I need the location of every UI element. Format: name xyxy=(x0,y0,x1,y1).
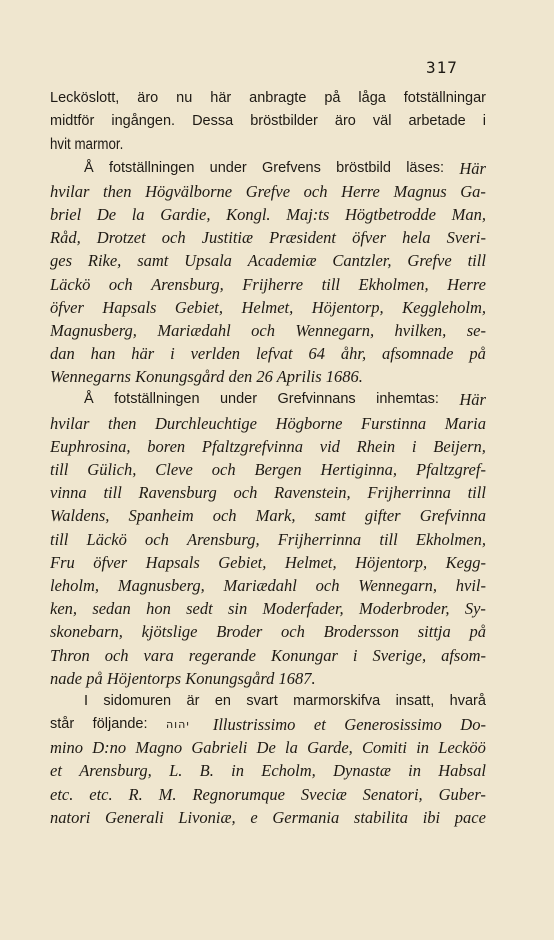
text-word: Garde, xyxy=(307,738,353,758)
text-word: öfver xyxy=(93,552,128,572)
text-word: Lecköö xyxy=(438,738,486,758)
text-word: etc. xyxy=(50,784,74,804)
text-word: hvilar xyxy=(50,413,90,433)
text-word: D:no xyxy=(92,738,127,758)
body-text xyxy=(50,87,486,829)
text-word: then xyxy=(103,181,132,201)
text-word: Gardie, xyxy=(160,204,211,224)
text-word: Hertiginna, xyxy=(320,460,398,479)
text-word: I xyxy=(84,692,89,709)
text-word: öfver xyxy=(352,228,386,248)
text-word: De xyxy=(256,738,276,758)
text-word: och xyxy=(212,506,237,526)
text-word: i xyxy=(482,113,486,130)
text-word: Grefvinna xyxy=(419,506,486,526)
text-word: hvil- xyxy=(455,575,486,595)
text-line xyxy=(50,342,486,365)
text-word: Generosissimo xyxy=(344,715,442,735)
text-word: står xyxy=(50,716,75,733)
text-word: bröstbilder xyxy=(250,113,318,130)
text-line xyxy=(50,690,486,713)
text-word: afsomnade xyxy=(382,344,454,364)
text-word: leholm, xyxy=(50,575,100,595)
text-word: gifter xyxy=(364,506,401,526)
text-line xyxy=(50,110,486,133)
text-word: lefvat xyxy=(255,344,293,364)
text-word: Arensburg, xyxy=(151,274,224,294)
text-word: Helmet, xyxy=(241,297,294,317)
text-word: och xyxy=(145,529,169,549)
text-word: Habsal xyxy=(438,761,486,781)
text-word: se- xyxy=(466,320,486,340)
text-word: fotställningen xyxy=(108,159,195,176)
text-word: Gabrieli xyxy=(191,738,248,758)
text-word: och xyxy=(211,460,236,479)
text-word: mino xyxy=(50,738,83,758)
text-word: är xyxy=(186,692,200,709)
text-word: Kegg- xyxy=(445,552,486,572)
text-word: Helmet, xyxy=(284,552,337,572)
text-word: Senatori, xyxy=(362,784,423,804)
text-word: på xyxy=(469,344,486,364)
text-line xyxy=(50,296,486,319)
text-word: hela xyxy=(402,228,431,248)
text-word: Höjentorp, xyxy=(311,297,384,317)
text-line xyxy=(50,412,486,435)
text-word: här xyxy=(131,344,155,364)
text-word: Ekholmen, xyxy=(415,529,486,549)
text-word: Comiti xyxy=(362,738,407,758)
text-line xyxy=(50,180,486,203)
text-word: läses: xyxy=(406,159,445,176)
text-word: och xyxy=(108,274,133,294)
text-line xyxy=(50,249,486,272)
text-line xyxy=(50,319,486,342)
text-line xyxy=(50,203,486,226)
text-word: Magnusberg, xyxy=(50,320,137,340)
text-word: följande: xyxy=(92,716,148,733)
text-word: B. xyxy=(199,761,214,781)
text-word: vinna xyxy=(50,483,87,503)
text-word: och xyxy=(104,645,129,665)
text-line xyxy=(50,806,486,829)
text-word: Frijherrinna xyxy=(277,529,362,549)
text-word: Höjentorp, xyxy=(355,552,428,572)
text-line xyxy=(50,620,486,643)
text-word: sedan xyxy=(92,599,131,619)
text-word: stabilita xyxy=(353,807,409,827)
text-word: Moderfader, xyxy=(262,599,344,619)
text-word: Hapsals xyxy=(102,297,157,317)
text-word: vara xyxy=(143,645,174,665)
text-word: in xyxy=(408,761,421,781)
text-word: inhemtas: xyxy=(376,391,439,408)
text-word: sin xyxy=(228,599,248,619)
text-word: sidomuren xyxy=(103,692,172,709)
text-word: och xyxy=(281,622,305,642)
text-word: then xyxy=(107,413,137,433)
text-word: Maria xyxy=(444,413,486,433)
text-word: Livoniæ, xyxy=(178,807,236,827)
text-line xyxy=(50,133,486,156)
text-word: anbragte xyxy=(249,90,307,106)
text-word: Bergen xyxy=(254,460,302,479)
text-word: M. xyxy=(158,784,177,804)
text-word: och xyxy=(251,320,275,340)
text-word: Furstinna xyxy=(361,413,427,433)
text-word: L. xyxy=(169,761,183,781)
text-word: Gebiet, xyxy=(218,552,267,572)
text-word: briel xyxy=(50,204,82,224)
text-word: la xyxy=(285,738,298,758)
text-word: Mariædahl xyxy=(223,575,297,595)
text-word: i xyxy=(352,645,358,665)
text-line xyxy=(50,551,486,574)
text-word: Academiæ xyxy=(247,251,317,271)
text-word: Högtbetrodde xyxy=(344,204,436,224)
text-word: fotställningen xyxy=(114,391,200,408)
text-word: till xyxy=(321,274,340,294)
text-word: Högborne xyxy=(275,413,343,433)
text-word: och xyxy=(233,483,258,503)
text-line xyxy=(50,226,486,249)
text-line xyxy=(50,759,486,782)
text-word: till xyxy=(50,460,69,479)
text-word: in xyxy=(416,738,430,758)
text-word: ges xyxy=(50,251,72,271)
text-segment: Wennegarns Konungsgård den 26 Aprilis 1686. xyxy=(50,367,363,387)
text-word: pace xyxy=(454,807,486,827)
text-word: Wennegarn, xyxy=(295,320,375,340)
text-word: Sveciæ xyxy=(300,784,347,804)
text-word: Illustrissimo xyxy=(212,715,296,735)
text-word: Å xyxy=(84,159,94,176)
text-line xyxy=(50,87,486,110)
text-line xyxy=(50,435,486,458)
text-word: Ekholmen, xyxy=(358,274,429,294)
text-line xyxy=(50,574,486,597)
text-word: Magnus xyxy=(393,181,447,201)
text-word: Pfaltzgrefvinna xyxy=(201,436,304,456)
text-line xyxy=(50,481,486,504)
text-word: Mariædahl xyxy=(157,320,231,340)
text-word: Regnorumque xyxy=(192,784,286,804)
text-word: Brodersson xyxy=(323,622,400,642)
text-word: Keggleholm, xyxy=(402,297,486,317)
text-word: till xyxy=(50,529,69,549)
text-word: Lecköslott, xyxy=(50,90,120,106)
text-word: De xyxy=(96,204,117,224)
text-line xyxy=(50,458,486,481)
text-line xyxy=(50,365,486,388)
text-segment: nade på Höjentorps Konungsgård 1687. xyxy=(50,668,316,688)
text-word: en xyxy=(214,692,231,709)
text-word: Moderbroder, xyxy=(358,599,450,619)
text-word: Arensburg, xyxy=(79,761,152,781)
text-word: här xyxy=(210,90,232,106)
text-word: Högvälborne xyxy=(145,181,233,201)
text-word: natori xyxy=(50,807,91,827)
text-word: Waldens, xyxy=(50,506,110,526)
text-word: Do- xyxy=(460,715,486,735)
text-word: Grefvens xyxy=(262,159,321,176)
text-word: Läckö xyxy=(50,274,91,294)
text-line xyxy=(50,713,486,736)
text-word: R. xyxy=(128,784,143,804)
text-word: Præsident xyxy=(269,228,337,248)
text-word: Rike, xyxy=(87,251,122,271)
text-word: till xyxy=(467,251,486,271)
text-line xyxy=(50,667,486,690)
text-word: Guber- xyxy=(438,784,486,804)
text-word: Konungar xyxy=(270,645,338,665)
text-word: hvilar xyxy=(50,181,90,201)
text-word: verlden xyxy=(190,344,241,364)
text-word: Magnusberg, xyxy=(117,575,205,595)
text-word: arbetade xyxy=(408,113,466,130)
text-word: Sveri- xyxy=(446,228,486,248)
text-word: Gülich, xyxy=(87,460,137,479)
text-word: Rhein xyxy=(356,436,396,456)
text-word: regerande xyxy=(188,645,256,665)
text-word: etc. xyxy=(89,784,113,804)
text-word: Ga- xyxy=(460,181,486,201)
text-word: Grefve xyxy=(245,181,291,201)
text-word: Grefvinnans xyxy=(277,391,356,408)
text-word: Beijern, xyxy=(433,436,486,456)
text-word: Upsala xyxy=(184,251,232,271)
text-word: under xyxy=(209,159,247,176)
text-word: till xyxy=(379,529,398,549)
text-word: Sy- xyxy=(464,599,486,619)
text-word: in xyxy=(231,761,244,781)
text-word: Broder xyxy=(216,622,263,642)
text-word: Euphrosina, xyxy=(50,436,131,456)
text-segment: hvit marmor. xyxy=(50,136,124,154)
text-word: Dessa xyxy=(192,113,234,130)
text-word: åhr, xyxy=(340,344,367,364)
text-word: Å xyxy=(84,391,94,408)
text-word: hvarå xyxy=(449,692,486,709)
text-word: bröstbild xyxy=(336,159,391,176)
text-word: et xyxy=(313,715,326,735)
text-word: Hapsals xyxy=(145,552,200,572)
text-word: 64 xyxy=(308,344,325,364)
text-word: och xyxy=(315,575,340,595)
text-line xyxy=(50,736,486,759)
text-word: Herre xyxy=(341,181,380,201)
text-word: et xyxy=(50,761,62,781)
text-word: ingången. xyxy=(111,113,176,130)
text-word: Germania xyxy=(272,807,340,827)
text-word: Generali xyxy=(105,807,164,827)
text-word: Spanheim xyxy=(128,506,194,526)
text-word: nu xyxy=(176,90,193,106)
text-line xyxy=(50,157,486,180)
page-number: 317 xyxy=(426,58,458,77)
text-word: Ravenstein, xyxy=(274,483,351,503)
text-word: väl xyxy=(372,113,392,130)
text-word: midtför xyxy=(50,113,95,130)
text-word: ibi xyxy=(422,807,441,827)
text-word: samt xyxy=(137,251,169,271)
text-word: Maj:ts xyxy=(286,204,330,224)
text-line xyxy=(50,644,486,667)
text-word: äro xyxy=(137,90,159,106)
text-line xyxy=(50,273,486,296)
text-word: Dynastæ xyxy=(333,761,391,781)
text-word: svart xyxy=(246,692,278,709)
text-word: i xyxy=(411,436,417,456)
text-word: la xyxy=(131,204,145,224)
text-word: på xyxy=(324,90,341,106)
text-line xyxy=(50,504,486,527)
text-word: marmorskifva xyxy=(293,692,381,709)
text-word: Frijherrinna xyxy=(367,483,451,503)
text-word: Kongl. xyxy=(226,204,271,224)
text-word: kjötslige xyxy=(141,622,198,642)
text-word: Mark, xyxy=(255,506,296,526)
text-line xyxy=(50,783,486,806)
text-word: ken, xyxy=(50,599,78,619)
text-word: samt xyxy=(314,506,346,526)
text-word: Wennegarn, xyxy=(358,575,437,595)
text-word: vid xyxy=(319,436,340,456)
text-word: sedt xyxy=(186,599,213,619)
text-word: till xyxy=(103,483,122,503)
text-word: Durchleuchtige xyxy=(154,413,257,433)
text-word: äro xyxy=(334,113,356,130)
text-word: under xyxy=(219,391,258,408)
text-line xyxy=(50,528,486,551)
text-word: Echolm, xyxy=(261,761,316,781)
text-word: skonebarn, xyxy=(50,622,123,642)
text-word: låga xyxy=(358,90,386,106)
text-word: på xyxy=(469,622,486,642)
text-word: öfver xyxy=(50,297,84,317)
text-word: dan xyxy=(50,344,75,364)
text-word: Här xyxy=(459,390,486,410)
text-word: Ravensburg xyxy=(138,483,217,503)
text-word: Magno xyxy=(135,738,183,758)
text-word: fotställningar xyxy=(403,90,486,106)
text-word: Frijherre xyxy=(242,274,304,294)
text-word: Man, xyxy=(451,204,486,224)
text-word: Cleve xyxy=(155,460,193,479)
text-line xyxy=(50,388,486,411)
text-line xyxy=(50,597,486,620)
text-word: e xyxy=(250,807,258,827)
text-word: Cantzler, xyxy=(332,251,392,271)
text-word: Grefve xyxy=(407,251,452,271)
text-word: Herre xyxy=(447,274,486,294)
text-word: till xyxy=(467,483,486,503)
text-word: Läckö xyxy=(86,529,127,549)
text-word: Fru xyxy=(50,552,75,572)
text-word: Råd, xyxy=(50,228,81,248)
text-word: han xyxy=(90,344,116,364)
text-word: afsom- xyxy=(441,645,486,665)
text-word: Drotzet xyxy=(96,228,146,248)
text-word: sittja xyxy=(417,622,451,642)
text-word: Sverige, xyxy=(372,645,427,665)
text-word: Pfaltzgref- xyxy=(416,460,486,479)
text-word: Här xyxy=(459,158,486,178)
text-word: och xyxy=(303,181,328,201)
text-word: boren xyxy=(147,436,186,456)
text-word: hon xyxy=(146,599,171,619)
text-word: Justitiæ xyxy=(201,228,254,248)
text-word: hvilken, xyxy=(394,320,447,340)
text-word: och xyxy=(161,228,186,248)
text-word: insatt, xyxy=(395,692,435,709)
text-word: Arensburg, xyxy=(187,529,260,549)
text-word: Thron xyxy=(50,645,90,665)
text-word: i xyxy=(170,344,175,364)
text-word: Gebiet, xyxy=(174,297,224,317)
text-segment: יהוה xyxy=(166,718,195,732)
